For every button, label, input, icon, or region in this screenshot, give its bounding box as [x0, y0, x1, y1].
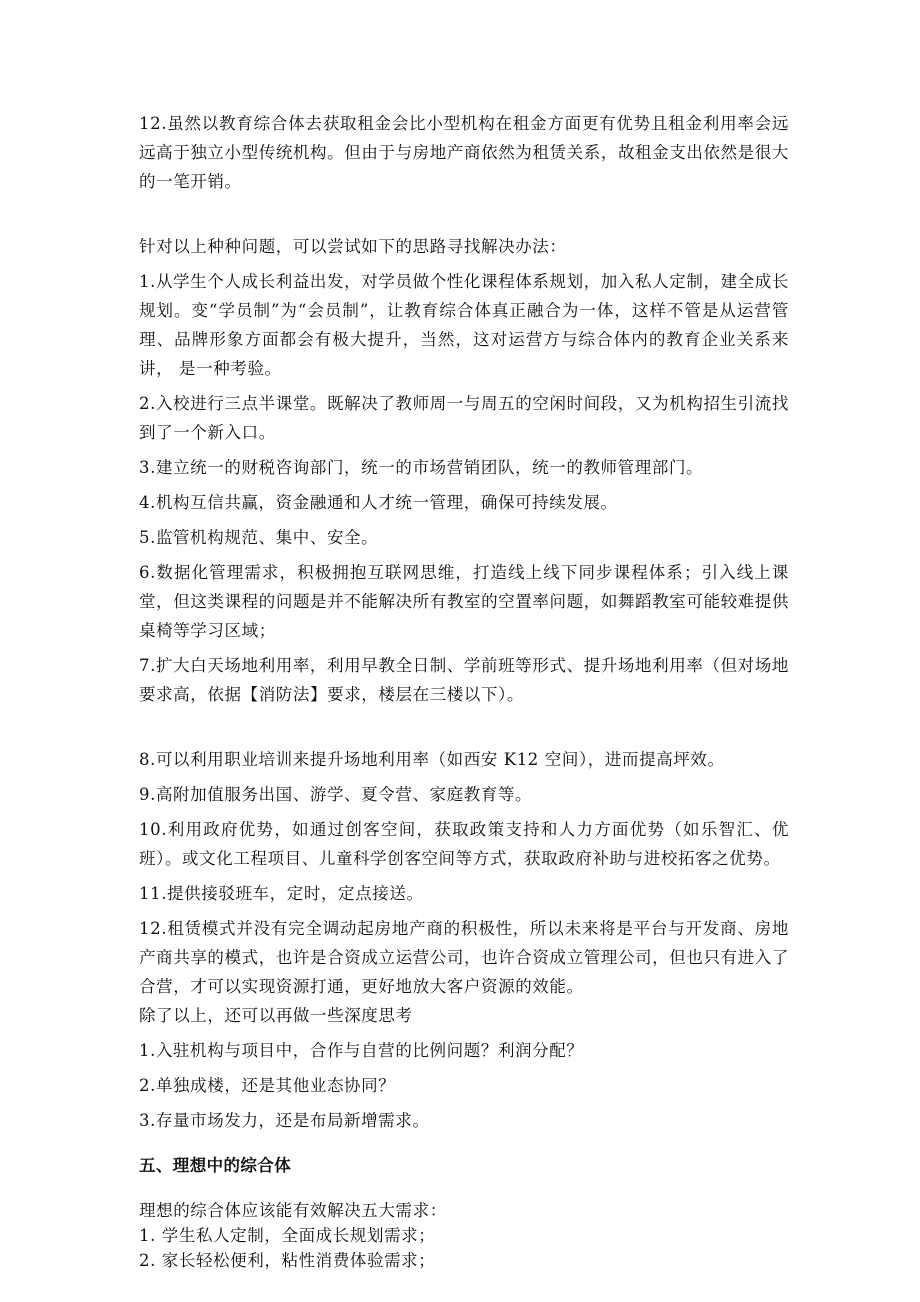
solution-item-5: 5.监管机构规范、集中、安全。 — [139, 528, 379, 547]
section5-item-2: 2. 家长轻松便利，粘性消费体验需求； — [139, 1251, 436, 1270]
deep-thinking-intro: 除了以上，还可以再做一些深度思考 — [139, 1006, 413, 1025]
section5-intro: 理想的综合体应该能有效解决五大需求： — [139, 1201, 447, 1220]
solution-item-9: 9.高附加值服务出国、游学、夏令营、家庭教育等。 — [139, 785, 533, 804]
solution-item-7: 7.扩大白天场地利用率，利用早教全日制、学前班等形式、提升场地利用率（但对场地要求高，依据【消防法】要求，楼层在三楼以下）。 — [139, 656, 789, 704]
section-heading: 五、理想中的综合体 — [139, 1156, 292, 1175]
solution-item-2: 2.入校进行三点半课堂。既解决了教师周一与周五的空闲时间段，又为机构招生引流找到了一个新入口。 — [139, 394, 789, 442]
solution-item-1: 1.从学生个人成长利益出发，对学员做个性化课程体系规划，加入私人定制，建全成长规划。变“学员制”为“会员制”，让教育综合体真正融合为一体，这样不管是从运营管理、品牌形象方面都会有极大提升，当然，这对运营方与综合体内的教育企业关系来讲， 是一种考验。 — [139, 272, 789, 378]
solution-item-8: 8.可以利用职业培训来提升场地利用率（如西安 K12 空间），进而提高坪效。 — [139, 750, 725, 769]
deep-thinking-item-3: 3.存量市场发力，还是布局新增需求。 — [139, 1111, 430, 1130]
solution-item-3: 3.建立统一的财税咨询部门，统一的市场营销团队，统一的教师管理部门。 — [139, 458, 704, 477]
section5-item-1: 1. 学生私人定制，全面成长规划需求； — [139, 1226, 436, 1245]
document-body — [139, 109, 789, 1273]
solution-item-4: 4.机构互信共赢，资金融通和人才统一管理，确保可持续发展。 — [139, 493, 618, 512]
deep-thinking-item-2: 2.单独成楼，还是其他业态协同？ — [139, 1076, 396, 1095]
solution-item-11: 11.提供接驳班车，定时，定点接送。 — [139, 884, 424, 903]
deep-thinking-item-1: 1.入驻机构与项目中，合作与自营的比例问题？利润分配？ — [139, 1041, 584, 1060]
paragraph-rent-cost: 12.虽然以教育综合体去获取租金会比小型机构在租金方面更有优势且租金利用率会远远高于独立小型传统机构。但由于与房地产商依然为租赁关系，故租金支出依然是很大的一笔开销。 — [139, 114, 789, 191]
solution-item-10: 10.利用政府优势，如通过创客空间，获取政策支持和人力方面优势（如乐智汇、优班）。或文化工程项目、儿童科学创客空间等方式，获取政府补助与进校拓客之优势。 — [139, 820, 789, 868]
solution-item-12: 12.租赁模式并没有完全调动起房地产商的积极性，所以未来将是平台与开发商、房地产商共享的模式，也许是合资成立运营公司，也许合资成立管理公司，但也只有进入了合营，才可以实现资源打通，更好地放大客户资源的效能。 — [139, 919, 789, 996]
solutions-intro: 针对以上种种问题，可以尝试如下的思路寻找解决办法： — [139, 237, 567, 256]
solution-item-6: 6.数据化管理需求，积极拥抱互联网思维，打造线上线下同步课程体系；引入线上课堂，但这类课程的问题是并不能解决所有教室的空置率问题，如舞蹈教室可能较难提供桌椅等学习区域； — [139, 563, 789, 640]
